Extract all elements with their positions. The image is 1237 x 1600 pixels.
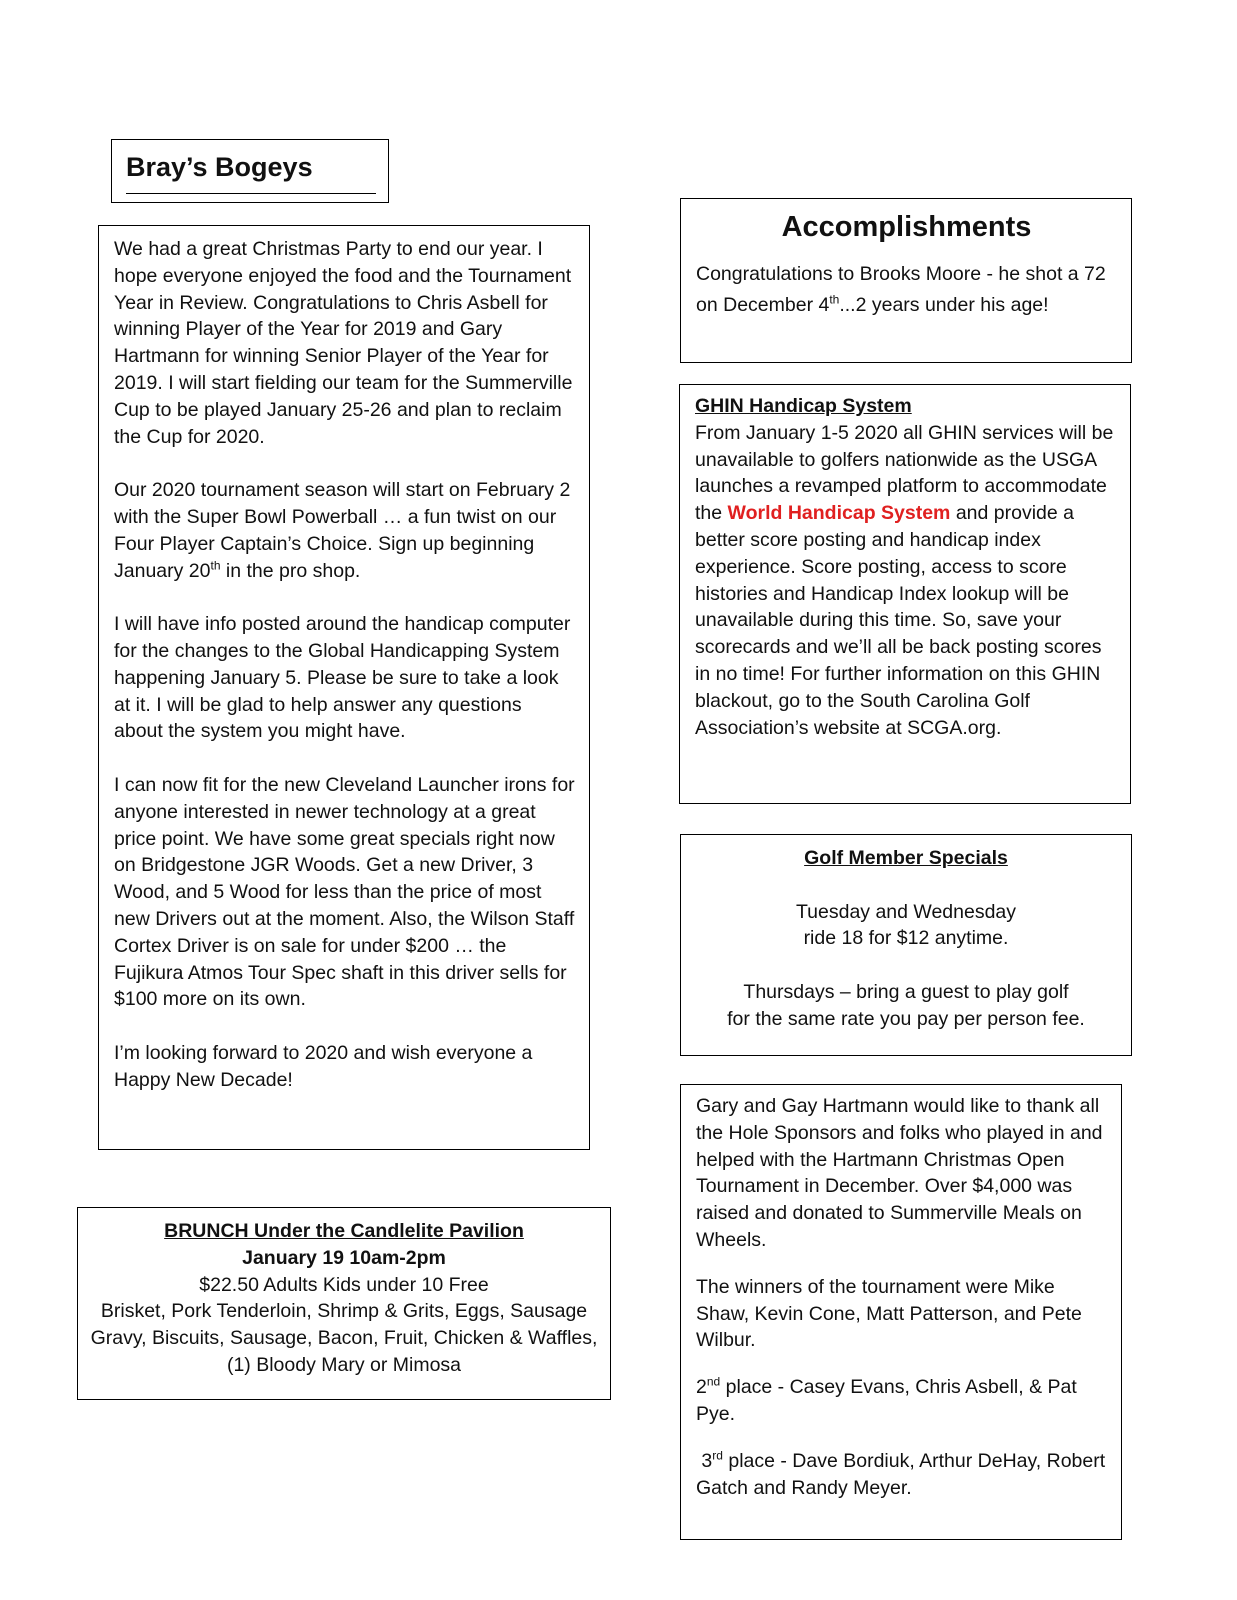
title-underline — [126, 193, 376, 194]
ghin-heading: GHIN Handicap System — [695, 395, 912, 417]
bray-paragraph-5: I’m looking forward to 2020 and wish everyone a Happy New Decade! — [114, 1041, 533, 1091]
specials-line-2: ride 18 for $12 anytime. — [803, 927, 1009, 950]
hartmann-paragraph-1: Gary and Gay Hartmann would like to thank all the Hole Sponsors and folks who played in and helped with the Hartmann Christmas Open Tournament in December. Over $4,000 was raised and donated to Summerville Meals on Wheels. — [696, 1095, 1103, 1251]
brunch-price: $22.50 Adults Kids under 10 Free — [199, 1273, 489, 1296]
ghin-text: From January 1-5 2020 all GHIN services will be unavailable to golfers nationwide as the USGA launches a revamped platform to accommodate the World Handicap System and provide a better score posting and handicap index experience. Score posting, access to score histories and Handicap Index lookup will be unavailable during this time. So, save your scorecards and we’ll all be back posting scores in no time! For further information on this GHIN blackout, go to the South Carolina Golf Association’s website at SCGA.org. — [695, 421, 1114, 739]
bray-paragraph-2: Our 2020 tournament season will start on February 2 with the Super Bowl Powerball … a fun twist on our Four Player Captain’s Choice. Sign up beginning January 20th in the pro shop. — [114, 479, 571, 582]
superscript: nd — [706, 1374, 721, 1389]
superscript: th — [829, 292, 840, 307]
brunch-menu: Brisket, Pork Tenderloin, Shrimp & Grits, Eggs, Sausage Gravy, Biscuits, Sausage, Bacon, Fruit, Chicken & Waffles, (1) Bloody Mary or Mimosa — [90, 1300, 598, 1376]
superscript: rd — [712, 1448, 723, 1463]
specials-line-1: Tuesday and Wednesday — [795, 900, 1017, 923]
specials-line-4: for the same rate you pay per person fee. — [727, 1007, 1085, 1030]
brunch-box — [77, 1207, 611, 1400]
bray-paragraph-3: I will have info posted around the handicap computer for the changes to the Global Handicapping System happening January 5. Please be sure to take a look at it. I will be glad to help answer any questions about the system you might have. — [114, 613, 571, 743]
hartmann-box — [680, 1084, 1122, 1540]
brunch-date: January 19 10am-2pm — [242, 1246, 446, 1269]
hartmann-second-place: 2nd place - Casey Evans, Chris Asbell, & Pat Pye. — [696, 1374, 1077, 1425]
ghin-highlight: World Handicap System — [727, 502, 951, 525]
bray-paragraph-1: We had a great Christmas Party to end our year. I hope everyone enjoyed the food and the Tournament Year in Review. Congratulations to Chris Asbell for winning Player of the Year for 2019 and Gary Hartmann for winning Senior Player of the Year for 2019. I will start fielding our team for the Summerville Cup to be played January 25-26 and plan to reclaim the Cup for 2020. — [114, 238, 573, 448]
title-box — [111, 139, 389, 203]
brunch-heading: BRUNCH Under the Candlelite Pavilion — [164, 1220, 524, 1242]
member-specials-box — [680, 834, 1132, 1056]
accomplishments-text: Congratulations to Brooks Moore - he shot a 72 on December 4th...2 years under his age! — [696, 263, 1106, 316]
accomplishments-heading: Accomplishments — [781, 211, 1032, 243]
specials-line-3: Thursdays – bring a guest to play golf — [743, 980, 1069, 1003]
accomplishments-box — [680, 198, 1132, 363]
hartmann-third-place: 3rd place - Dave Bordiuk, Arthur DeHay, Robert Gatch and Randy Meyer. — [696, 1448, 1106, 1499]
hartmann-winners: The winners of the tournament were Mike Shaw, Kevin Cone, Matt Patterson, and Pete Wilbur. — [696, 1275, 1082, 1352]
bray-paragraph-4: I can now fit for the new Cleveland Launcher irons for anyone interested in newer technology at a great price point. We have some great specials right now on Bridgestone JGR Woods. Get a new Driver, 3 Wood, and 5 Wood for less than the price of most new Drivers out at the moment. Also, the Wilson Staff Cortex Driver is on sale for under $200 … the Fujikura Atmos Tour Spec shaft in this driver sells for $100 more on its own. — [114, 773, 575, 1011]
bray-column-box — [98, 225, 590, 1150]
specials-heading: Golf Member Specials — [804, 847, 1008, 869]
ghin-box — [679, 384, 1131, 804]
page-title: Bray’s Bogeys — [126, 152, 313, 182]
superscript: th — [210, 558, 221, 573]
